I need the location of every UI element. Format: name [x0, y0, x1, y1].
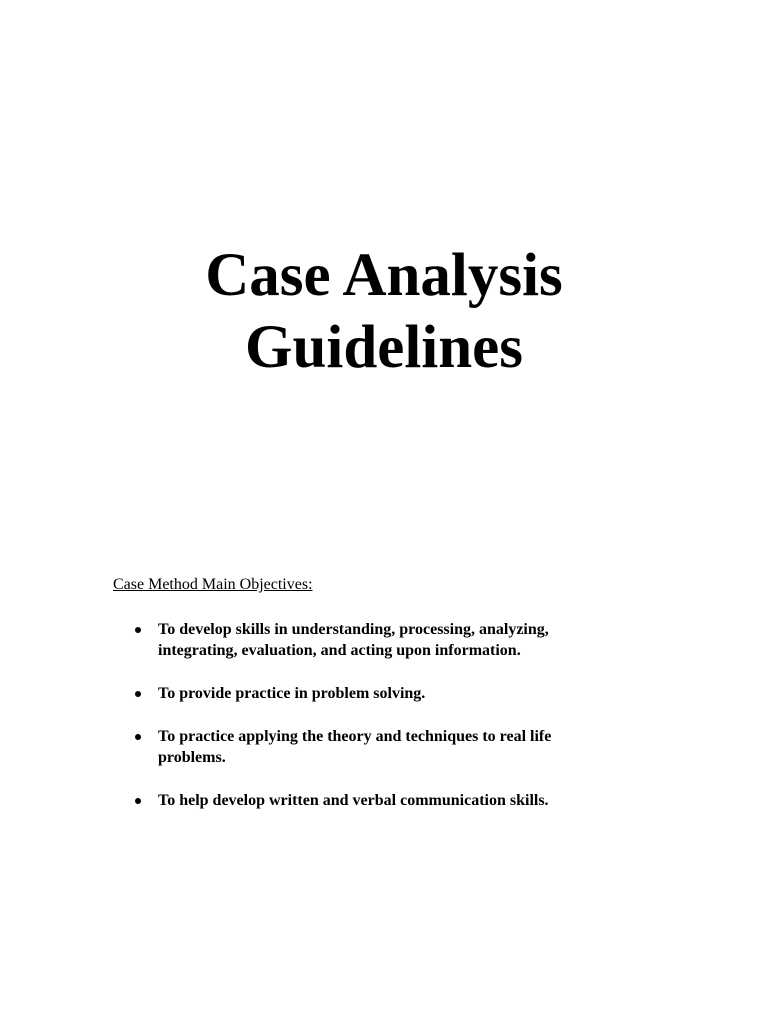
bullet-icon [135, 691, 141, 697]
objective-text: To develop skills in understanding, processing, analyzing, integrating, evaluation, and acting upon information. [158, 621, 549, 659]
list-item [0, 683, 608, 704]
title-line-2: Guidelines [245, 314, 523, 381]
objective-text: To practice applying the theory and techniques to real life problems. [158, 728, 552, 766]
objective-text: To help develop written and verbal communication skills. [158, 792, 549, 809]
objective-text: To provide practice in problem solving. [158, 685, 426, 702]
title-line-1: Case Analysis [205, 242, 563, 309]
bullet-icon [135, 798, 141, 804]
bullet-icon [135, 627, 141, 633]
section-heading: Case Method Main Objectives: [113, 576, 313, 593]
list-item [0, 619, 608, 661]
list-item [0, 726, 608, 768]
objectives-list [0, 619, 768, 833]
document-title [0, 240, 768, 384]
list-item [0, 790, 608, 811]
bullet-icon [135, 734, 141, 740]
